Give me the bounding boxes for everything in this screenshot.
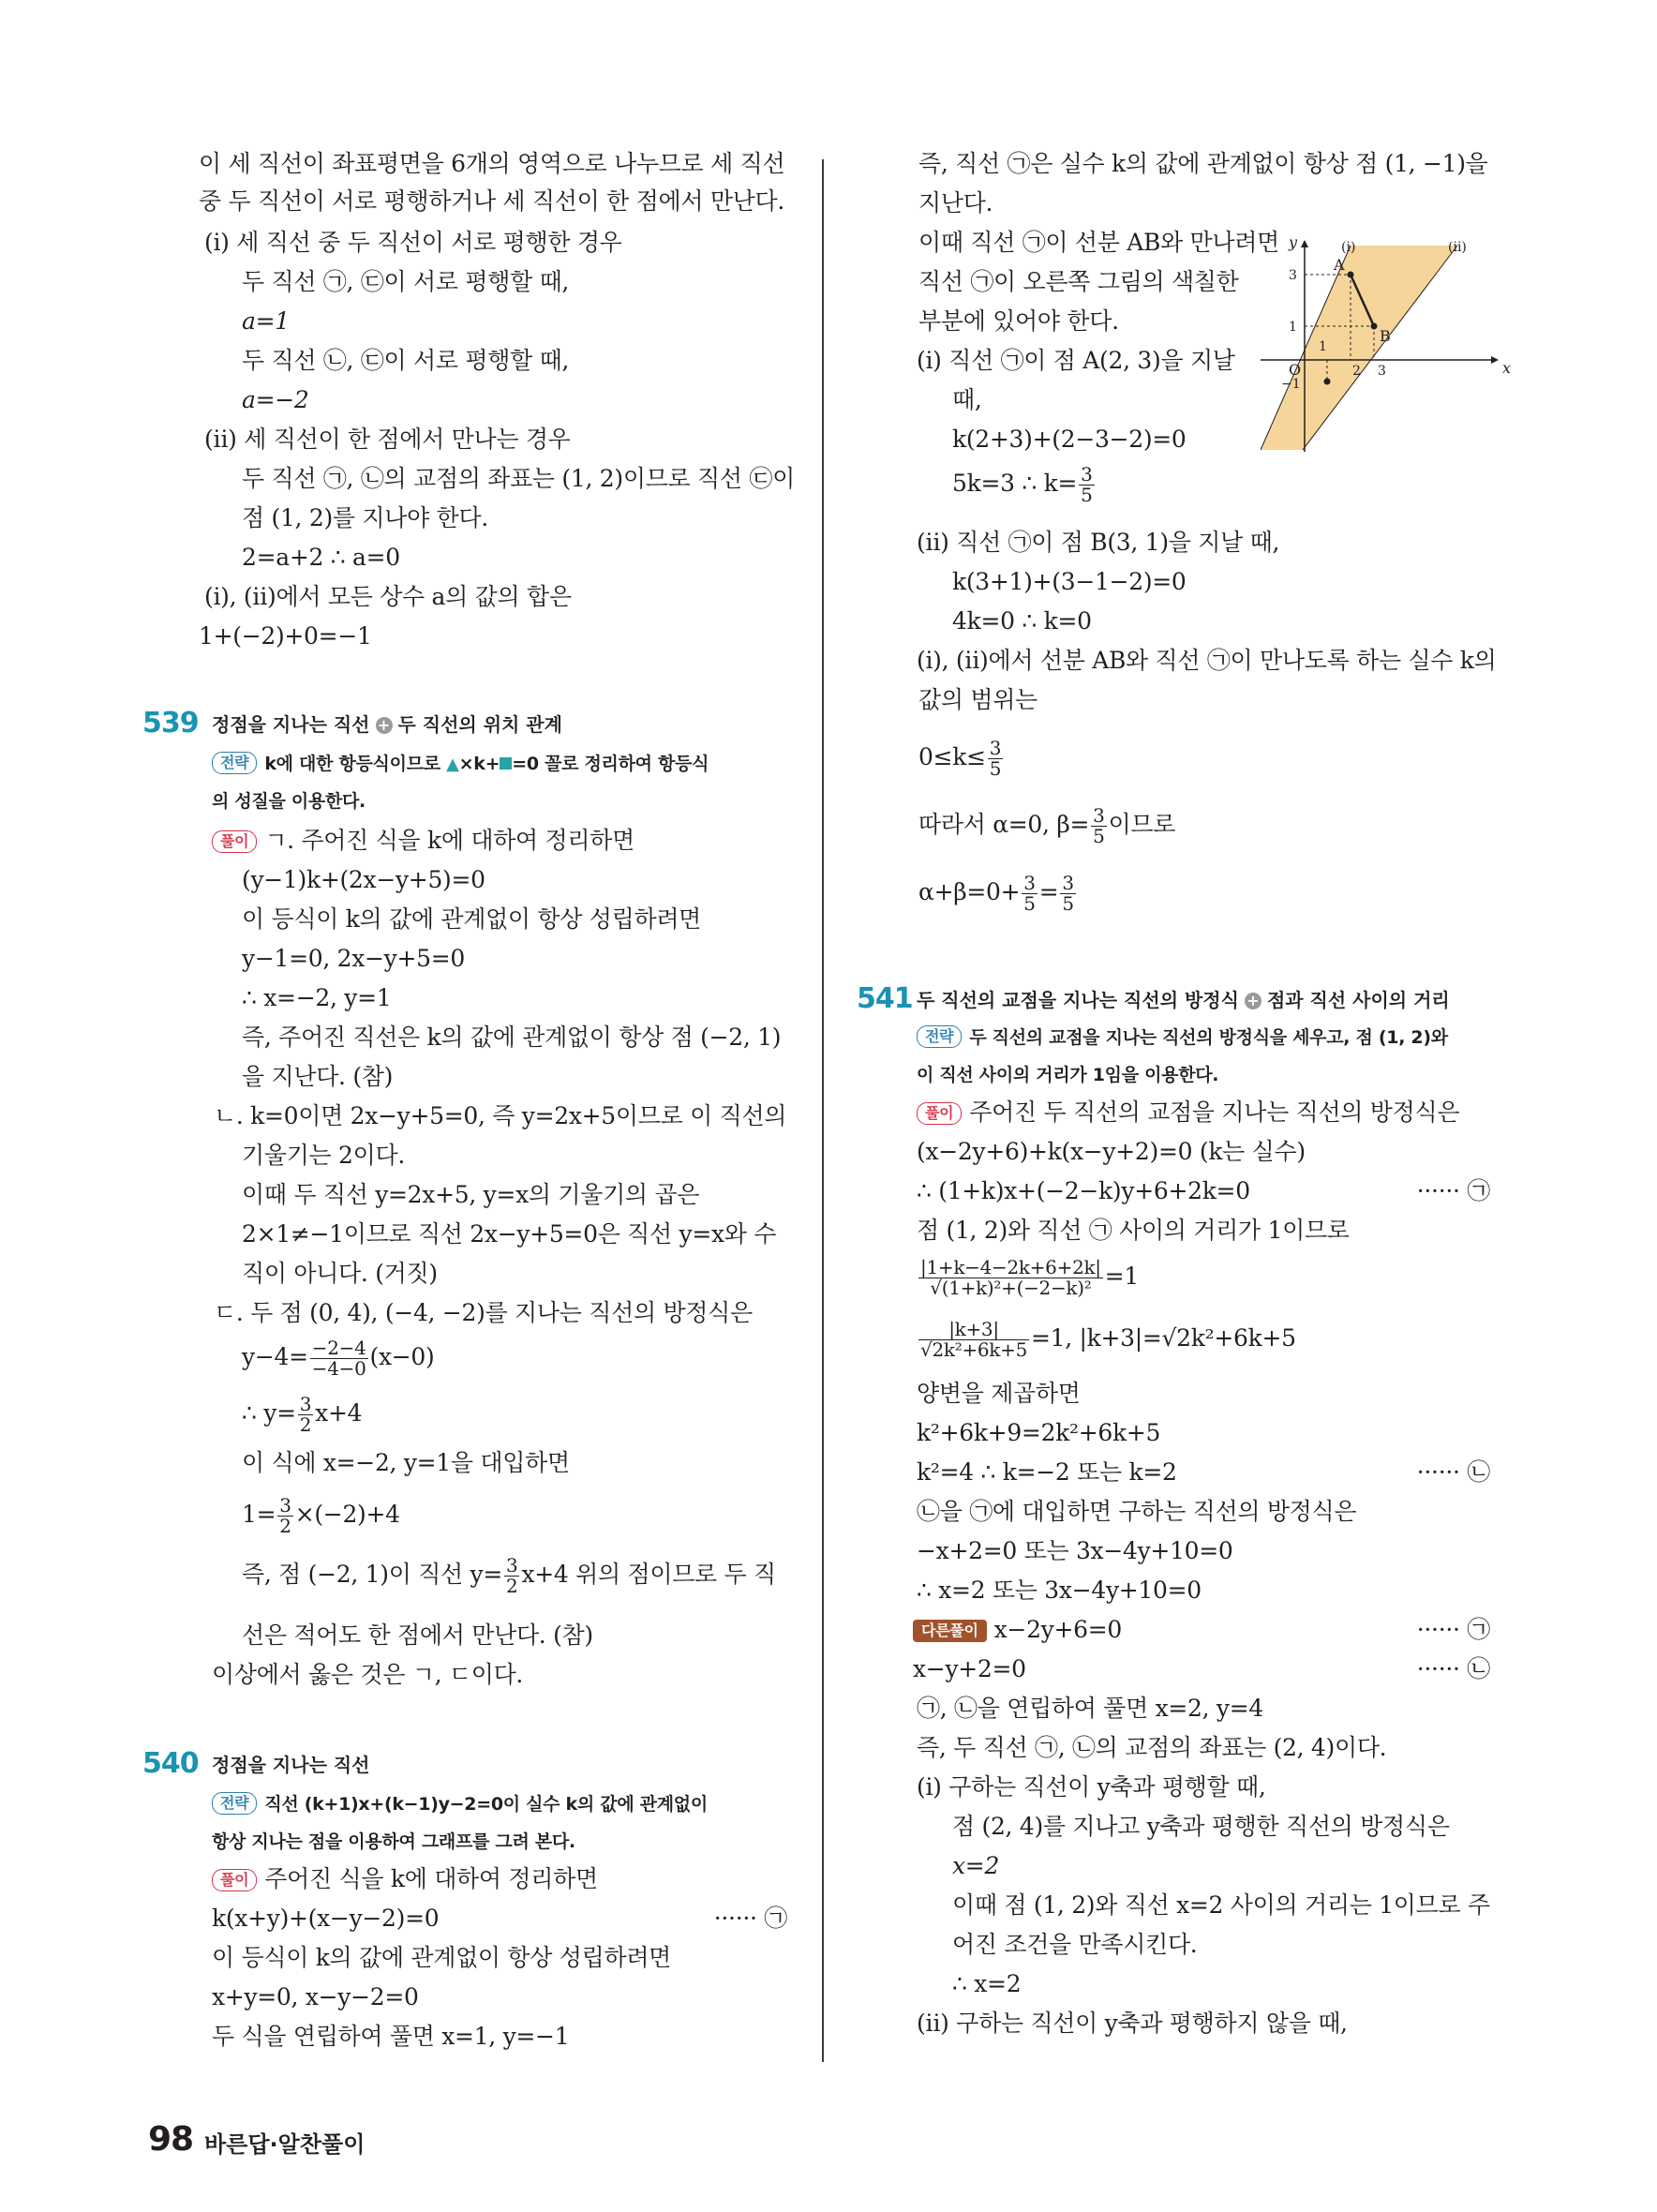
text-line: ㉠, ㉡을 연립하여 풀면 x=2, y=4 (917, 1695, 1264, 1722)
eq-part: = (1038, 878, 1059, 905)
y-tick-minus1: −1 (1281, 377, 1301, 392)
fraction (310, 1338, 368, 1379)
text-line: 두 직선 ㉠, ㉡의 교점의 좌표는 (1, 2)이므로 직선 ㉢이 (242, 465, 795, 492)
eq-part: k(x+y)+(x−y−2)=0 (212, 1905, 440, 1932)
denominator: 5 (1062, 892, 1074, 915)
fraction (1060, 874, 1075, 914)
equation-marker: ······ ㉠ (1416, 1177, 1490, 1204)
strategy-tag: 전략 (212, 752, 257, 774)
eq-part: x−y+2=0 (913, 1655, 1026, 1682)
equation: x=2 (952, 1852, 1000, 1879)
strategy-text: k에 대한 항등식이므로 (264, 754, 440, 774)
strategy-line: 항상 지나는 점을 이용하여 그래프를 그려 본다. (212, 1831, 575, 1852)
numerator: 3 (1081, 463, 1093, 486)
equation-marker: ······ ㉡ (1416, 1458, 1490, 1486)
equation: k(3+1)+(3−1−2)=0 (952, 568, 1187, 595)
numerator: 3 (279, 1494, 291, 1517)
denominator: 5 (989, 757, 1002, 780)
solution-line (212, 825, 634, 857)
line-ii-label: (ⅱ) (1448, 240, 1467, 255)
equation: a=1 (242, 307, 290, 335)
text-line: ㄷ. 두 점 (0, 4), (−4, −2)를 지나는 직선의 방정식은 (214, 1299, 753, 1326)
eq-part: ∴ y= (242, 1399, 296, 1427)
numerator: |k+3| (918, 1320, 1029, 1340)
origin-label: O (1289, 361, 1302, 379)
numerator: −2−4 (311, 1337, 366, 1359)
text-line: 직이 아니다. (거짓) (242, 1260, 438, 1287)
text-line: ㄴ. k=0이면 2x−y+5=0, 즉 y=2x+5이므로 이 직선의 (214, 1102, 787, 1129)
problem-number: 539 (142, 707, 199, 740)
eq-part: 5k=3 ∴ k= (952, 470, 1078, 497)
denominator: 2 (279, 1515, 291, 1537)
y-tick-3: 3 (1289, 268, 1297, 283)
equation (917, 1175, 1490, 1207)
text-line: 이때 두 직선 y=2x+5, y=x의 기울기의 곱은 (242, 1181, 700, 1208)
equation (242, 1338, 434, 1379)
text-line: (ⅰ), (ⅱ)에서 선분 AB와 직선 ㉠이 만나도록 하는 실수 k의 (917, 647, 1497, 674)
numerator: 3 (1023, 872, 1036, 894)
equation (917, 1457, 1490, 1488)
alt-solution-tag: 다른풀이 (913, 1620, 987, 1642)
strategy-text: 두 직선의 교점을 지나는 직선의 방정식을 세우고, 점 (1, 2)와 (969, 1027, 1448, 1048)
x-tick-2: 2 (1352, 364, 1361, 379)
denominator: 5 (1081, 484, 1093, 506)
numerator: |1+k−4−2k+6+2k| (920, 1256, 1101, 1278)
eq-part: x+4 (315, 1399, 363, 1427)
equation (917, 1320, 1296, 1360)
text-line (242, 1556, 776, 1596)
equation: ∴ x=−2, y=1 (242, 984, 392, 1011)
line-i-label: (ⅰ) (1341, 240, 1356, 255)
eq-part: x−2y+6=0 (993, 1616, 1123, 1643)
strategy-line: 이 직선 사이의 거리가 1임을 이용한다. (917, 1065, 1219, 1085)
equation: 1+(−2)+0=−1 (199, 622, 372, 650)
equation: (x−2y+6)+k(x−y+2)=0 (k는 실수) (917, 1138, 1306, 1165)
equation: ∴ x=2 (952, 1970, 1022, 1997)
strategy-text: =0 꼴로 정리하여 항등식 (512, 754, 709, 774)
equation: −x+2=0 또는 3x−4y+10=0 (917, 1537, 1233, 1564)
equation (952, 465, 1097, 505)
x-tick-1: 1 (1319, 339, 1327, 354)
text-line: 부분에 있어야 한다. (918, 307, 1119, 335)
fraction (918, 1320, 1029, 1360)
problem-number: 540 (142, 1747, 199, 1780)
eq-part: 0≤k≤ (918, 743, 986, 770)
strategy-line (212, 1788, 708, 1820)
eq-part: y−4= (242, 1343, 308, 1370)
equation: 2=a+2 ∴ a=0 (242, 544, 400, 571)
equation: k²+6k+9=2k²+6k+5 (917, 1419, 1161, 1446)
eq-part: 즉, 점 (−2, 1)이 직선 y= (242, 1561, 503, 1588)
y-axis-label: y (1289, 236, 1298, 251)
y-tick-1: 1 (1289, 320, 1297, 335)
point-a-dot (1348, 272, 1354, 278)
text-line: 양변을 제곱하면 (917, 1380, 1081, 1407)
fixed-point-dot (1324, 379, 1331, 385)
text-line: 2×1≠−1이므로 직선 2x−y+5=0은 직선 y=x와 수 (242, 1220, 777, 1248)
equation: 4k=0 ∴ k=0 (952, 607, 1092, 635)
square-icon (500, 757, 512, 770)
solution-tag: 풀이 (212, 830, 257, 853)
text-line: 점 (1, 2)와 직선 ㉠ 사이의 거리가 1이므로 (917, 1217, 1350, 1244)
equation: y−1=0, 2x−y+5=0 (242, 945, 466, 972)
eq-part: k²=4 ∴ k=−2 또는 k=2 (917, 1458, 1177, 1486)
numerator: 3 (1062, 872, 1074, 894)
numerator: 3 (1093, 804, 1105, 827)
equation: a=−2 (242, 386, 309, 413)
strategy-line (212, 748, 709, 781)
eq-part: 따라서 α=0, β= (918, 811, 1090, 838)
text-line: 즉, 주어진 직선은 k의 값에 관계없이 항상 점 (−2, 1) (242, 1024, 782, 1051)
text-line: 이때 직선 ㉠이 선분 AB와 만나려면 (918, 229, 1279, 256)
y-axis-arrow-icon (1301, 240, 1308, 247)
case-heading: (ⅰ) 구하는 직선이 y축과 평행할 때, (917, 1773, 1266, 1801)
equation: ∴ x=2 또는 3x−4y+10=0 (917, 1577, 1202, 1604)
fraction (298, 1395, 313, 1435)
numerator: 3 (506, 1554, 518, 1577)
denominator: −4−0 (311, 1357, 366, 1380)
denominator: 5 (1023, 892, 1036, 915)
equation (242, 1496, 400, 1536)
equation-marker: ······ ㉡ (1416, 1655, 1490, 1682)
numerator: 3 (989, 737, 1002, 759)
text-line: (ⅰ), (ⅱ)에서 모든 상수 a의 값의 합은 (204, 583, 572, 610)
eq-part: ∴ (1+k)x+(−2−k)y+6+2k=0 (917, 1177, 1250, 1204)
denominator: 5 (1093, 825, 1105, 847)
text-line: 점 (1, 2)를 지나야 한다. (242, 504, 488, 531)
text-line: 직선 ㉠이 오른쪽 그림의 색칠한 (918, 268, 1239, 295)
eq-part: ×(−2)+4 (294, 1501, 400, 1528)
text-line: 때, (952, 386, 982, 413)
page-number: 98 (148, 2120, 194, 2159)
problem-title (212, 710, 562, 739)
text-line: 두 직선 ㉠, ㉢이 서로 평행할 때, (242, 268, 570, 295)
equation (212, 1903, 787, 1935)
text-line: 기울기는 2이다. (242, 1142, 405, 1169)
problem-title (917, 986, 1450, 1014)
problem-title-part: 정점을 지나는 직선 (212, 713, 370, 736)
text-line (918, 806, 1175, 846)
equation: (y−1)k+(2x−y+5)=0 (242, 866, 485, 893)
case-heading: (ⅰ) 세 직선 중 두 직선이 서로 평행한 경우 (204, 229, 622, 256)
problem-title-part: 두 직선의 위치 관계 (397, 713, 562, 736)
strategy-text: 직선 (k+1)x+(k−1)y−2=0이 실수 k의 값에 관계없이 (264, 1794, 708, 1815)
plus-icon: + (1245, 993, 1261, 1009)
plus-icon: + (376, 717, 393, 734)
text-line: 중 두 직선이 서로 평행하거나 세 직선이 한 점에서 만난다. (199, 187, 785, 215)
text-line: 값의 범위는 (918, 686, 1037, 713)
text-line: 두 식을 연립하여 풀면 x=1, y=−1 (212, 2023, 570, 2050)
eq-part: (x−0) (369, 1343, 435, 1370)
point-a-label: A (1334, 256, 1345, 274)
equation (242, 1395, 362, 1435)
text-line: ㄱ. 주어진 식을 k에 대하여 정리하면 (264, 827, 634, 854)
text-line: 점 (2, 4)를 지나고 y축과 평행한 직선의 방정식은 (952, 1813, 1450, 1840)
equation (913, 1653, 1490, 1685)
column-divider (822, 159, 824, 2062)
eq-part: =1, |k+3|=√2k²+6k+5 (1031, 1324, 1296, 1352)
fraction (918, 1258, 1103, 1298)
equation-marker: ······ ㉠ (713, 1905, 787, 1932)
fraction (988, 739, 1003, 779)
case-heading: (ⅰ) 직선 ㉠이 점 A(2, 3)을 지날 (917, 347, 1235, 374)
footer-label: 바른답·알찬풀이 (204, 2131, 366, 2158)
eq-part: α+β=0+ (918, 878, 1021, 905)
text-line: 즉, 두 직선 ㉠, ㉡의 교점의 좌표는 (2, 4)이다. (917, 1734, 1387, 1761)
case-heading: (ⅱ) 구하는 직선이 y축과 평행하지 않을 때, (917, 2010, 1348, 2037)
denominator: √(1+k)²+(−2−k)² (930, 1277, 1092, 1299)
equation (918, 739, 1005, 779)
text-line: 지난다. (918, 189, 993, 217)
fraction (1079, 465, 1094, 505)
text-line: 이 등식이 k의 값에 관계없이 항상 성립하려면 (212, 1944, 672, 1971)
eq-part: 이므로 (1108, 811, 1176, 838)
solution-tag: 풀이 (917, 1102, 962, 1125)
fraction (277, 1496, 292, 1536)
text-line: 이때 점 (1, 2)와 직선 x=2 사이의 거리는 1이므로 주 (952, 1891, 1490, 1919)
text-line: 주어진 두 직선의 교점을 지나는 직선의 방정식은 (969, 1099, 1460, 1126)
problem-title: 정점을 지나는 직선 (212, 1754, 370, 1776)
case-heading: (ⅱ) 세 직선이 한 점에서 만나는 경우 (204, 426, 571, 453)
text-line: 이 식에 x=−2, y=1을 대입하면 (242, 1449, 570, 1476)
text-line: 어진 조건을 만족시킨다. (952, 1931, 1198, 1958)
strategy-text: ×k+ (458, 754, 500, 774)
conclusion: 이상에서 옳은 것은 ㄱ, ㄷ이다. (212, 1661, 524, 1688)
equation-marker: ······ ㉠ (1416, 1616, 1490, 1643)
equation: x+y=0, x−y−2=0 (212, 1983, 419, 2010)
eq-part: 1= (242, 1501, 276, 1528)
equation (917, 1258, 1139, 1298)
strategy-line (917, 1022, 1448, 1054)
fraction (1022, 874, 1037, 914)
strategy-tag: 전략 (212, 1792, 257, 1815)
text-line: 이 등식이 k의 값에 관계없이 항상 성립하려면 (242, 905, 702, 933)
text-line: 두 직선 ㉡, ㉢이 서로 평행할 때, (242, 347, 570, 374)
x-tick-3: 3 (1378, 364, 1386, 379)
numerator: 3 (299, 1393, 312, 1415)
text-line: 주어진 식을 k에 대하여 정리하면 (264, 1865, 598, 1892)
text-line: 을 지난다. (참) (242, 1063, 394, 1090)
equation: k(2+3)+(2−3−2)=0 (952, 426, 1187, 453)
denominator: √2k²+6k+5 (920, 1338, 1027, 1361)
text-line: ㉡을 ㉠에 대입하면 구하는 직선의 방정식은 (917, 1498, 1357, 1525)
x-axis-arrow-icon (1491, 356, 1499, 364)
eq-part: x+4 위의 점이므로 두 직 (521, 1561, 776, 1588)
problem-number: 541 (857, 982, 913, 1015)
equation (913, 1614, 1490, 1646)
point-b-label: B (1380, 327, 1391, 345)
eq-part: =1 (1104, 1263, 1140, 1290)
solution-tag: 풀이 (212, 1869, 257, 1891)
problem-title-part: 두 직선의 교점을 지나는 직선의 방정식 (917, 989, 1239, 1011)
solution-line (917, 1097, 1459, 1128)
fraction (1091, 806, 1106, 846)
problem-title-part: 점과 직선 사이의 거리 (1266, 989, 1450, 1011)
strategy-line: 의 성질을 이용한다. (212, 791, 366, 812)
equation (918, 874, 1078, 914)
line-region-graph (1261, 236, 1518, 461)
solution-line (212, 1863, 598, 1895)
point-b-dot (1371, 323, 1378, 330)
case-heading: (ⅱ) 직선 ㉠이 점 B(3, 1)을 지날 때, (917, 529, 1280, 556)
denominator: 2 (506, 1575, 518, 1597)
fraction (504, 1556, 519, 1596)
denominator: 2 (299, 1413, 312, 1436)
triangle-icon: ▲ (446, 755, 459, 774)
strategy-tag: 전략 (917, 1025, 962, 1048)
x-axis-label: x (1502, 359, 1512, 377)
text-line: 즉, 직선 ㉠은 실수 k의 값에 관계없이 항상 점 (1, −1)을 (918, 150, 1488, 177)
text-line: 이 세 직선이 좌표평면을 6개의 영역으로 나누므로 세 직선 (199, 150, 785, 177)
text-line: 선은 적어도 한 점에서 만난다. (참) (242, 1622, 593, 1649)
